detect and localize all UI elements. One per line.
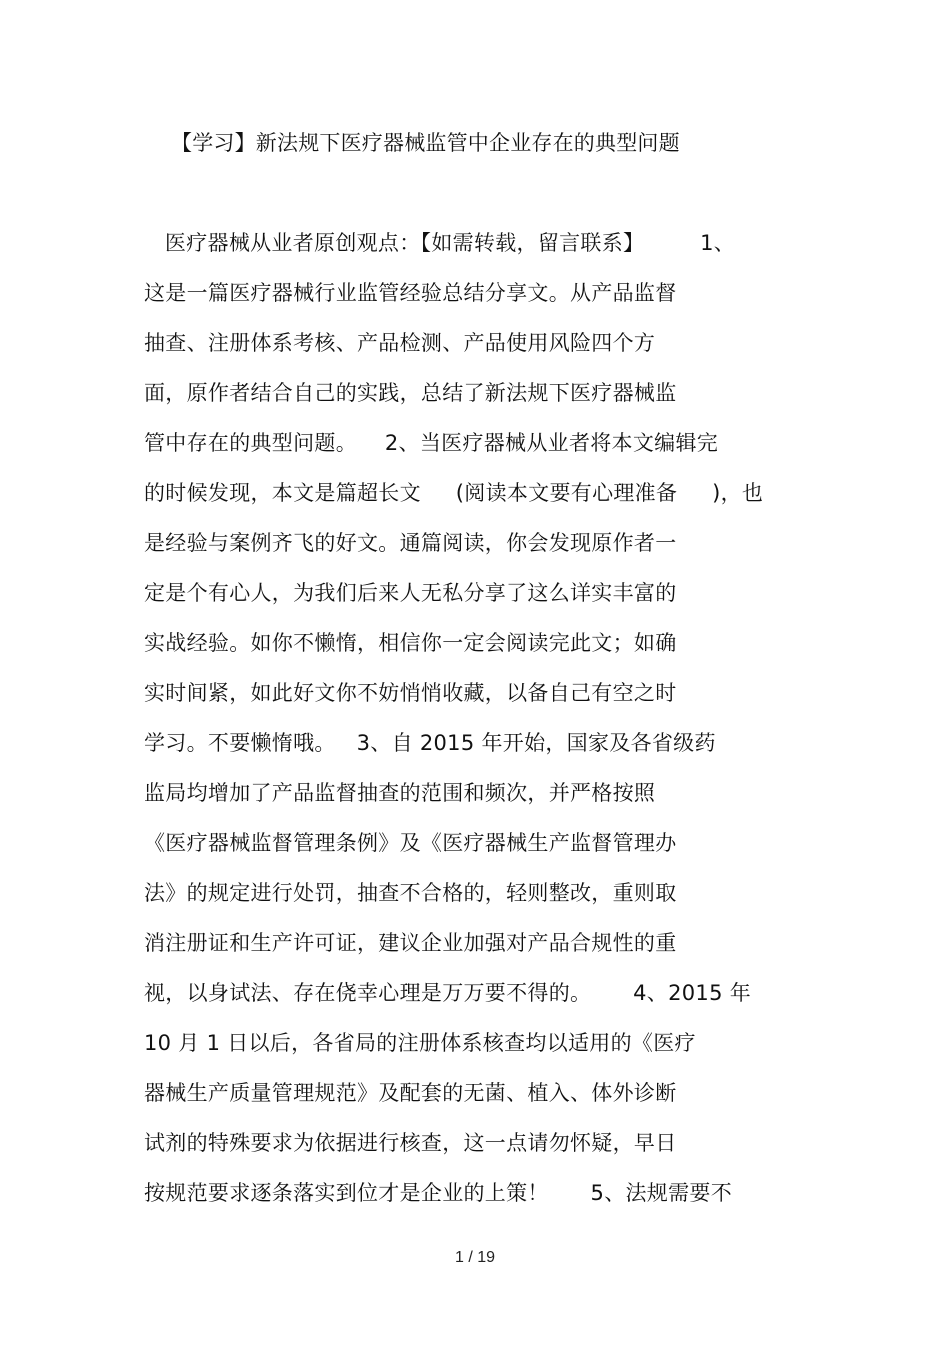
document-body [144, 228, 824, 1228]
body-line: 消注册证和生产许可证，建议企业加强对产品合规性的重 [144, 931, 677, 955]
body-line: 医疗器械从业者原创观点：【如需转载，留言联系】 1、 [144, 231, 736, 255]
body-line: 是经验与案例齐飞的好文。通篇阅读，你会发现原作者一 [144, 531, 677, 555]
body-line: 抽查、注册体系考核、产品检测、产品使用风险四个方 [144, 331, 656, 355]
body-line: 实时间紧，如此好文你不妨悄悄收藏，以备自己有空之时 [144, 681, 677, 705]
document-title: 【学习】新法规下医疗器械监管中企业存在的典型问题 [171, 131, 680, 155]
body-line: 这是一篇医疗器械行业监管经验总结分享文。从产品监督 [144, 281, 677, 305]
body-line: 的时候发现，本文是篇超长文 (阅读本文要有心理准备 )，也 [144, 481, 764, 505]
body-line: 按规范要求逐条落实到位才是企业的上策！ 5、法规需要不 [144, 1181, 733, 1205]
body-line: 学习。不要懒惰哦。 3、自 2015 年开始，国家及各省级药 [144, 731, 716, 755]
body-line: 实战经验。如你不懒惰，相信你一定会阅读完此文；如确 [144, 631, 677, 655]
body-line: 法》的规定进行处罚，抽查不合格的，轻则整改，重则取 [144, 881, 677, 905]
body-line: 《医疗器械监督管理条例》及《医疗器械生产监督管理办 [144, 831, 677, 855]
body-line: 管中存在的典型问题。 2、当医疗器械从业者将本文编辑完 [144, 431, 719, 455]
body-line: 监局均增加了产品监督抽查的范围和频次，并严格按照 [144, 781, 656, 805]
body-line: 器械生产质量管理规范》及配套的无菌、植入、体外诊断 [144, 1081, 677, 1105]
page-number: 1 / 19 [454, 1249, 496, 1266]
body-line: 定是个有心人，为我们后来人无私分享了这么详实丰富的 [144, 581, 677, 605]
body-line: 10 月 1 日以后，各省局的注册体系核查均以适用的《医疗 [144, 1031, 696, 1055]
body-line: 面，原作者结合自己的实践，总结了新法规下医疗器械监 [144, 381, 677, 405]
body-line: 视，以身试法、存在侥幸心理是万万要不得的。 4、2015 年 [144, 981, 752, 1005]
body-line: 试剂的特殊要求为依据进行核查，这一点请勿怀疑，早日 [144, 1131, 677, 1155]
